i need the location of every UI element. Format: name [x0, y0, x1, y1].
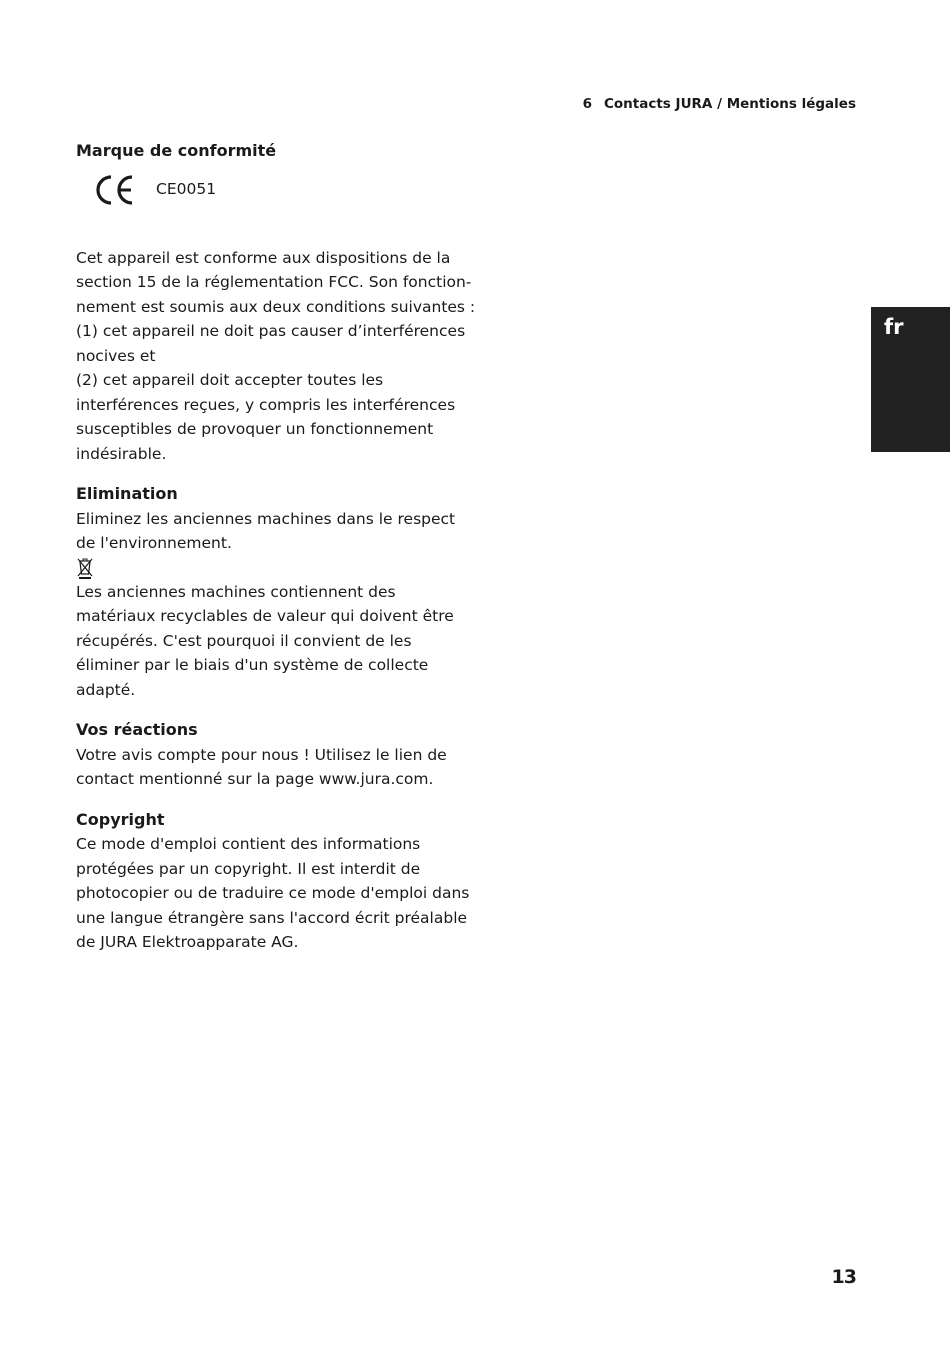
copyright-title: Copyright [76, 809, 165, 829]
page-number: 13 [831, 1266, 856, 1288]
elimination-text-2: Les anciennes machines contiennent des matériaux recyclables de valeur qui doivent être récupérés. C'est pourquoi il convient de les éliminer par le biais d'un système de collecte adapté. [76, 582, 454, 699]
feedback-title: Vos réactions [76, 720, 198, 739]
chapter-number: 6 [582, 96, 592, 112]
language-tab [871, 307, 950, 452]
language-tab-label: fr [884, 315, 904, 339]
fcc-statement: Cet appareil est conforme aux dispositions de la section 15 de la réglementation FCC. Son fonction-nement est soumis aux deux conditions suivantes : (1) cet appareil ne doit pas causer d’interférences nocives et (2) cet appareil doit accepter toutes les interférences reçues, y compris les interférences susceptibles de provoquer un fonctionnement indésirable. [76, 248, 476, 463]
feedback-text: Votre avis compte pour nous ! Utilisez le lien de contact mentionné sur la page www.jura.com. [76, 745, 447, 788]
main-content [76, 139, 476, 955]
page-header [583, 96, 856, 112]
crossed-out-bin-icon [76, 556, 96, 580]
elimination-title: Elimination [76, 484, 178, 503]
chapter-title: Contacts JURA / Mentions légales [604, 96, 856, 112]
ce-mark-row [76, 166, 476, 214]
ce-code: CE0051 [156, 180, 217, 199]
conformity-title: Marque de conformité [76, 141, 277, 160]
ce-mark-icon [76, 174, 156, 206]
elimination-text-1: Eliminez les anciennes machines dans le respect de l'environnement. [76, 509, 456, 552]
copyright-text: Ce mode d'emploi contient des informations protégées par un copyright. Il est interdit de photocopier ou de traduire ce mode d'emploi dans une langue étrangère sans l'accord écrit préalable de JURA Elektroapparate AG. [76, 835, 470, 951]
